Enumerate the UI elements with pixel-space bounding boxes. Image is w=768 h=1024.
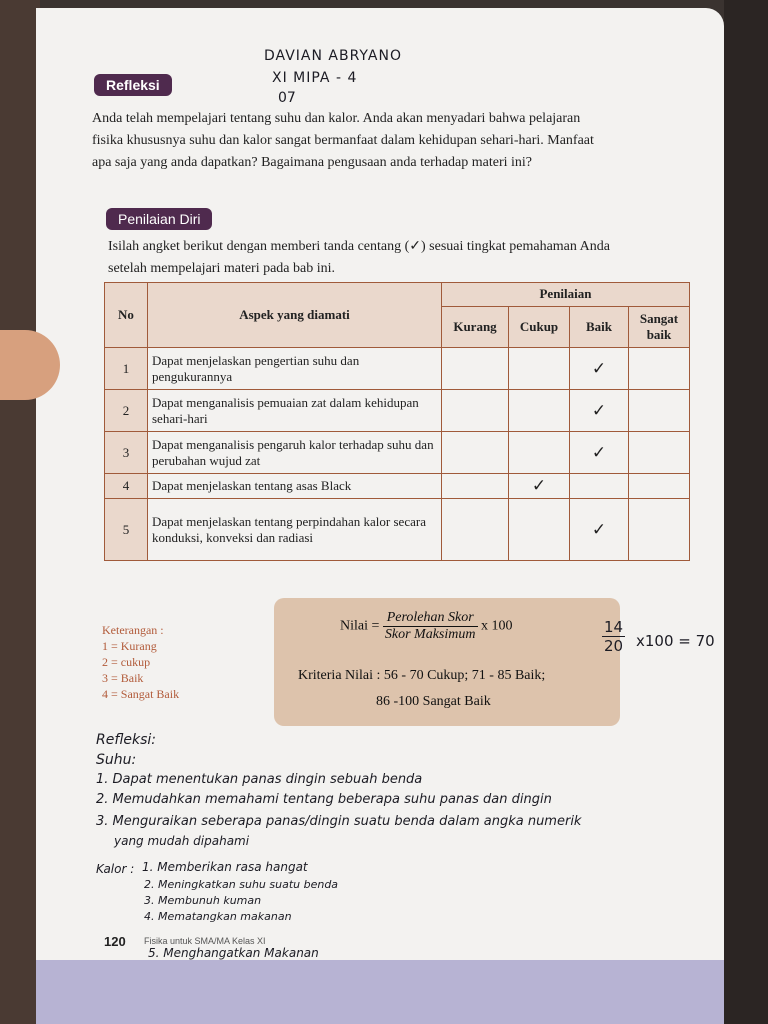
page-number: 120 (104, 934, 126, 949)
hw-refleksi-title: Refleksi: (96, 732, 157, 748)
background-left (0, 0, 40, 1024)
page-footer-band (36, 960, 724, 1024)
table-row: 1 Dapat menjelaskan pengertian suhu dan pengukurannya ✓ (105, 348, 690, 390)
table-row: 4 Dapat menjelaskan tentang asas Black ✓ (105, 474, 690, 499)
header-aspek: Aspek yang diamati (148, 283, 442, 348)
assessment-table (104, 282, 690, 561)
header-cukup: Cukup (509, 306, 570, 347)
header-sangat-baik: Sangat baik (629, 306, 690, 347)
keterangan-legend: Keterangan : 1 = Kurang 2 = cukup 3 = Baik 4 = Sangat Baik (102, 623, 180, 701)
student-class: XI MIPA - 4 (272, 70, 358, 86)
background-right (724, 0, 768, 1024)
table-row: 3 Dapat menganalisis pengaruh kalor terhadap suhu dan perubahan wujud zat ✓ (105, 432, 690, 474)
student-name: DAVIAN ABRYANO (264, 48, 402, 64)
formula-box (274, 598, 620, 726)
kriteria-line-2: 86 -100 Sangat Baik (376, 694, 491, 709)
hw-suhu-item: 1. Dapat menentukan panas dingin sebuah benda (96, 772, 423, 787)
hw-suhu-item: 2. Memudahkan memahami tentang beberapa suhu panas dan dingin (96, 792, 552, 807)
refleksi-text: Anda telah mempelajari tentang suhu dan kalor. Anda akan menyadari bahwa pelajaran fisika khususnya suhu dan kalor sangat bermanfaat dalam kehidupan sehari-hari. Manfaat apa saja yang anda dapatkan? Bagaimana pengusaan anda terhadap materi ini? (92, 111, 594, 170)
header-no: No (105, 283, 148, 348)
hw-kalor-item: 1. Memberikan rasa hangat (142, 860, 308, 874)
book-title: Fisika untuk SMA/MA Kelas XI (144, 936, 266, 946)
book-page (36, 8, 724, 1024)
hw-suhu-item: yang mudah dipahami (114, 834, 250, 848)
hw-kalor-item: 5. Menghangatkan Makanan (148, 946, 319, 960)
header-baik: Baik (570, 306, 629, 347)
hw-kalor-label: Kalor : (96, 862, 135, 876)
refleksi-badge: Refleksi (94, 74, 172, 96)
header-kurang: Kurang (442, 306, 509, 347)
nilai-formula: Nilai = $\frac{\text{Perolehan Skor}}{\text{Skor Maksimum}}$ x 100 (340, 610, 513, 642)
hw-kalor-item: 4. Mematangkan makanan (144, 910, 292, 923)
student-number: 07 (278, 90, 296, 106)
table-row: 5 Dapat menjelaskan tentang perpindahan kalor secara konduksi, konveksi dan radiasi ✓ (105, 499, 690, 561)
hw-suhu-label: Suhu: (96, 752, 137, 768)
hw-suhu-item: 3. Menguraikan seberapa panas/dingin suatu benda dalam angka numerik (96, 814, 582, 829)
hw-kalor-item: 3. Membunuh kuman (144, 894, 262, 907)
calc-fraction: 14 20 (604, 618, 624, 655)
penilaian-badge: Penilaian Diri (106, 208, 212, 230)
calc-result: x100 = 70 (636, 632, 715, 650)
formula-fraction: $\frac{\text{Perolehan Skor}}{\text{Skor Maksimum}}$ (384, 610, 476, 642)
hw-kalor-item: 2. Meningkatkan suhu suatu benda (144, 878, 339, 891)
kriteria-line-1: Kriteria Nilai : 56 - 70 Cukup; 71 - 85 Baik; (298, 668, 546, 683)
table-row: 2 Dapat menganalisis pemuaian zat dalam kehidupan sehari-hari ✓ (105, 390, 690, 432)
penilaian-text: Isilah angket berikut dengan memberi tanda centang (✓) sesuai tingkat pemahaman Anda setelah mempelajari materi pada bab ini. (108, 239, 610, 276)
header-penilaian: Penilaian (442, 283, 690, 307)
